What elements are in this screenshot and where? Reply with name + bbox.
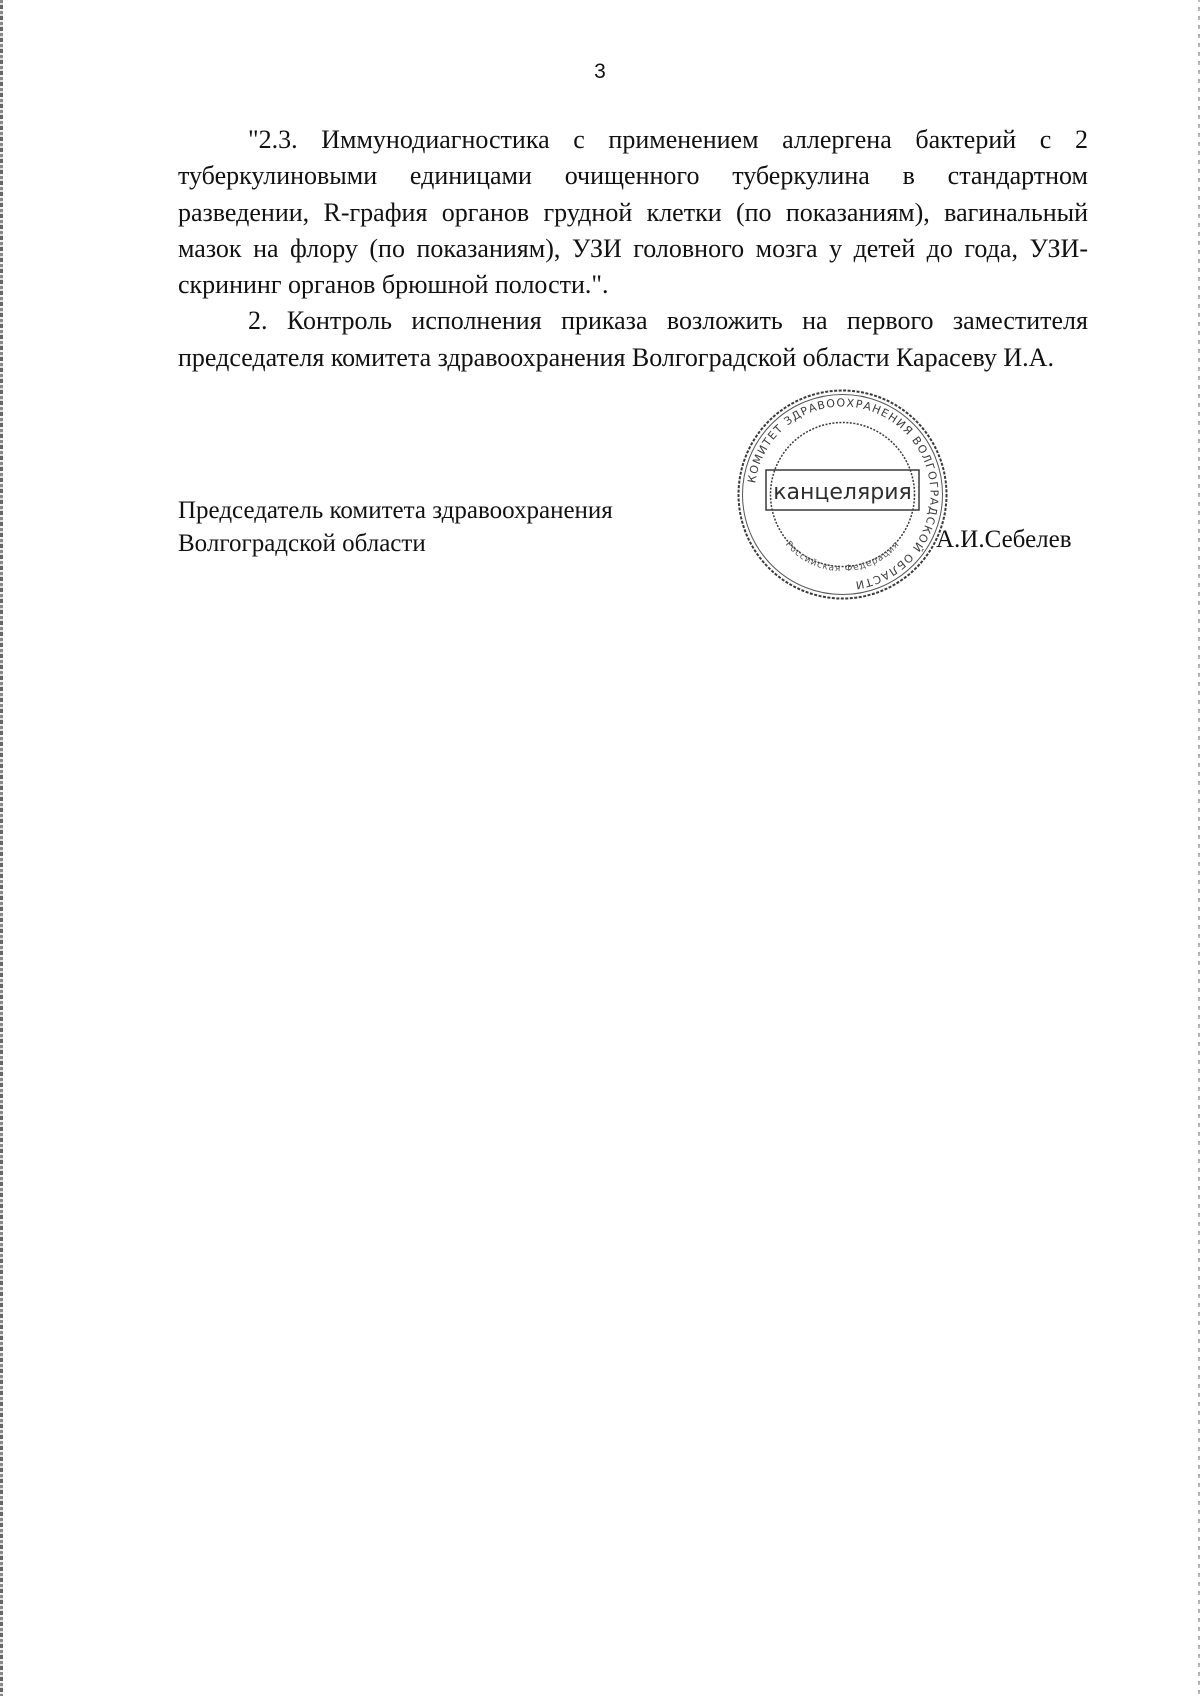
signature-title-line1: Председатель комитета здравоохранения	[178, 497, 613, 524]
paragraph-control: 2. Контроль исполнения приказа возложить на первого заместителя председателя комитета здравоохранения Волгоградской области Карасеву И.А.	[178, 306, 1088, 372]
signature-title-line2: Волгоградской области	[178, 530, 426, 557]
stamp-bottom-text: Российская Федерация	[783, 539, 902, 575]
scan-edge-left	[0, 0, 3, 1696]
stamp-outer-text: КОМИТЕТ ЗДРАВООХРАНЕНИЯ ВОЛГОГРАДСКОЙ ОБЛАСТИ	[745, 396, 941, 592]
office-stamp	[730, 382, 955, 607]
signature-title	[178, 494, 698, 560]
stamp-seal-graphic	[730, 382, 955, 607]
signature-name: А.И.Себелев	[936, 526, 1072, 553]
paragraph-2-3: "2.3. Иммунодиагностика с применением аллергена бактерий с 2 туберкулиновыми единицами очищенного туберкулина в стандартном разведении, R-графия органов грудной клетки (по показаниям), вагинальный мазок на флору (по показаниям), УЗИ головного мозга у детей до года, УЗИ-скрининг органов брюшной полости.".	[178, 125, 1088, 300]
document-body	[178, 122, 1088, 376]
page-number: 3	[594, 60, 606, 83]
stamp-center-text: канцелярия	[773, 480, 912, 505]
